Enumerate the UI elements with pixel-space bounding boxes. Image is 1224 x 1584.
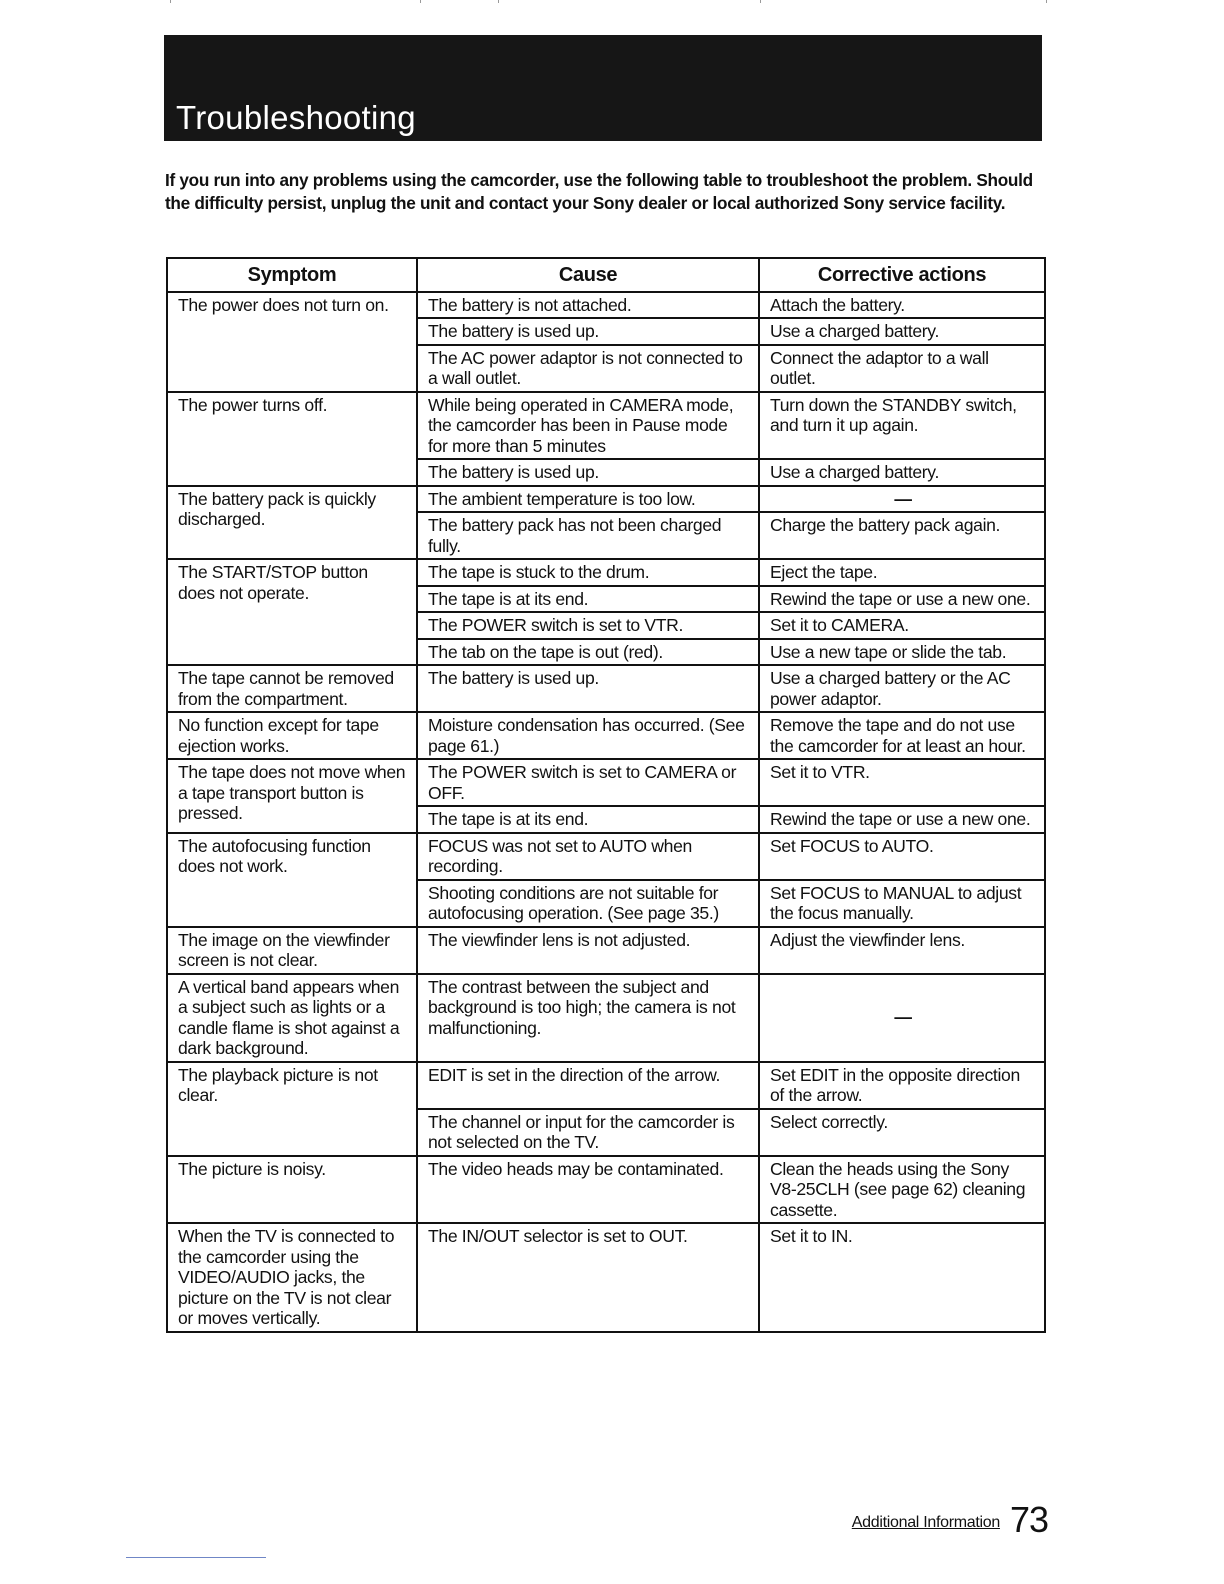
- corrective-action-cell: Select correctly.: [759, 1109, 1045, 1156]
- table-row: [167, 1156, 1045, 1224]
- cause-cell: The channel or input for the camcorder is not selected on the TV.: [417, 1109, 759, 1156]
- bottom-rule: [126, 1557, 266, 1558]
- symptom-cell: The battery pack is quickly discharged.: [167, 486, 417, 560]
- symptom-cell: No function except for tape ejection works.: [167, 712, 417, 759]
- table-row: [167, 392, 1045, 460]
- corrective-action-cell: Set EDIT in the opposite direction of the arrow.: [759, 1062, 1045, 1109]
- corrective-action-cell: Use a charged battery.: [759, 318, 1045, 345]
- corrective-action-cell: Rewind the tape or use a new one.: [759, 806, 1045, 833]
- symptom-cell: The tape cannot be removed from the compartment.: [167, 665, 417, 712]
- cause-cell: EDIT is set in the direction of the arrow.: [417, 1062, 759, 1109]
- table-row: [167, 833, 1045, 880]
- symptom-cell: The playback picture is not clear.: [167, 1062, 417, 1156]
- cause-cell: The tape is at its end.: [417, 586, 759, 613]
- corrective-action-cell: —: [759, 974, 1045, 1062]
- symptom-cell: When the TV is connected to the camcorder using the VIDEO/AUDIO jacks, the picture on the TV is not clear or moves vertically.: [167, 1223, 417, 1332]
- cause-cell: The POWER switch is set to VTR.: [417, 612, 759, 639]
- page-number: 73: [1009, 1499, 1048, 1540]
- corrective-action-cell: Use a charged battery.: [759, 459, 1045, 486]
- corrective-action-cell: Adjust the viewfinder lens.: [759, 927, 1045, 974]
- corrective-action-cell: Rewind the tape or use a new one.: [759, 586, 1045, 613]
- cause-cell: The tape is stuck to the drum.: [417, 559, 759, 586]
- page-title: Troubleshooting: [176, 99, 416, 136]
- cause-cell: The contrast between the subject and background is too high; the camera is not malfunctioning.: [417, 974, 759, 1062]
- page-footer: [851, 1499, 1048, 1540]
- action-column-header: Corrective actions: [759, 258, 1045, 292]
- footer-section-title: Additional Information: [851, 1514, 1000, 1531]
- corrective-action-cell: Attach the battery.: [759, 292, 1045, 319]
- corrective-action-cell: Use a new tape or slide the tab.: [759, 639, 1045, 666]
- cause-cell: The battery is used up.: [417, 318, 759, 345]
- symptom-cell: A vertical band appears when a subject such as lights or a candle flame is shot against a dark background.: [167, 974, 417, 1062]
- cause-cell: The IN/OUT selector is set to OUT.: [417, 1223, 759, 1332]
- table-row: [167, 665, 1045, 712]
- corrective-action-cell: Turn down the STANDBY switch, and turn it up again.: [759, 392, 1045, 460]
- top-edge-ticks: [0, 0, 1224, 6]
- cause-cell: The POWER switch is set to CAMERA or OFF.: [417, 759, 759, 806]
- cause-cell: The tape is at its end.: [417, 806, 759, 833]
- cause-cell: The tab on the tape is out (red).: [417, 639, 759, 666]
- symptom-cell: The power does not turn on.: [167, 292, 417, 392]
- cause-cell: The battery is not attached.: [417, 292, 759, 319]
- table-row: [167, 927, 1045, 974]
- corrective-action-cell: —: [759, 486, 1045, 513]
- table-row: [167, 974, 1045, 1062]
- symptom-cell: The tape does not move when a tape transport button is pressed.: [167, 759, 417, 833]
- cause-cell: The video heads may be contaminated.: [417, 1156, 759, 1224]
- symptom-cell: The START/STOP button does not operate.: [167, 559, 417, 665]
- table-row: [167, 759, 1045, 806]
- symptom-column-header: Symptom: [167, 258, 417, 292]
- corrective-action-cell: Set it to CAMERA.: [759, 612, 1045, 639]
- corrective-action-cell: Set FOCUS to MANUAL to adjust the focus manually.: [759, 880, 1045, 927]
- cause-cell: The battery is used up.: [417, 459, 759, 486]
- corrective-action-cell: Use a charged battery or the AC power adaptor.: [759, 665, 1045, 712]
- table-header-row: [167, 258, 1045, 292]
- intro-paragraph: If you run into any problems using the camcorder, use the following table to troubleshoot the problem. Should the difficulty persist, unplug the unit and contact your Sony dealer or local authorized Sony service facility.: [165, 170, 1033, 213]
- cause-cell: The viewfinder lens is not adjusted.: [417, 927, 759, 974]
- table-body: [167, 292, 1045, 1332]
- table-row: [167, 1062, 1045, 1109]
- corrective-action-cell: Connect the adaptor to a wall outlet.: [759, 345, 1045, 392]
- title-banner: [164, 35, 1042, 141]
- table-row: [167, 712, 1045, 759]
- symptom-cell: The autofocusing function does not work.: [167, 833, 417, 927]
- corrective-action-cell: Eject the tape.: [759, 559, 1045, 586]
- corrective-action-cell: Clean the heads using the Sony V8-25CLH (see page 62) cleaning cassette.: [759, 1156, 1045, 1224]
- troubleshooting-table: [166, 257, 1046, 1333]
- cause-cell: While being operated in CAMERA mode, the camcorder has been in Pause mode for more than 5 minutes: [417, 392, 759, 460]
- cause-cell: The ambient temperature is too low.: [417, 486, 759, 513]
- table-row: [167, 292, 1045, 319]
- cause-cell: The AC power adaptor is not connected to a wall outlet.: [417, 345, 759, 392]
- symptom-cell: The image on the viewfinder screen is not clear.: [167, 927, 417, 974]
- table-row: [167, 1223, 1045, 1332]
- cause-cell: Moisture condensation has occurred. (See page 61.): [417, 712, 759, 759]
- table-row: [167, 486, 1045, 513]
- cause-cell: Shooting conditions are not suitable for autofocusing operation. (See page 35.): [417, 880, 759, 927]
- symptom-cell: The power turns off.: [167, 392, 417, 486]
- cause-cell: The battery pack has not been charged fully.: [417, 512, 759, 559]
- corrective-action-cell: Set it to VTR.: [759, 759, 1045, 806]
- symptom-cell: The picture is noisy.: [167, 1156, 417, 1224]
- cause-cell: FOCUS was not set to AUTO when recording.: [417, 833, 759, 880]
- corrective-action-cell: Set it to IN.: [759, 1223, 1045, 1332]
- corrective-action-cell: Charge the battery pack again.: [759, 512, 1045, 559]
- cause-column-header: Cause: [417, 258, 759, 292]
- table-row: [167, 559, 1045, 586]
- cause-cell: The battery is used up.: [417, 665, 759, 712]
- corrective-action-cell: Set FOCUS to AUTO.: [759, 833, 1045, 880]
- corrective-action-cell: Remove the tape and do not use the camcorder for at least an hour.: [759, 712, 1045, 759]
